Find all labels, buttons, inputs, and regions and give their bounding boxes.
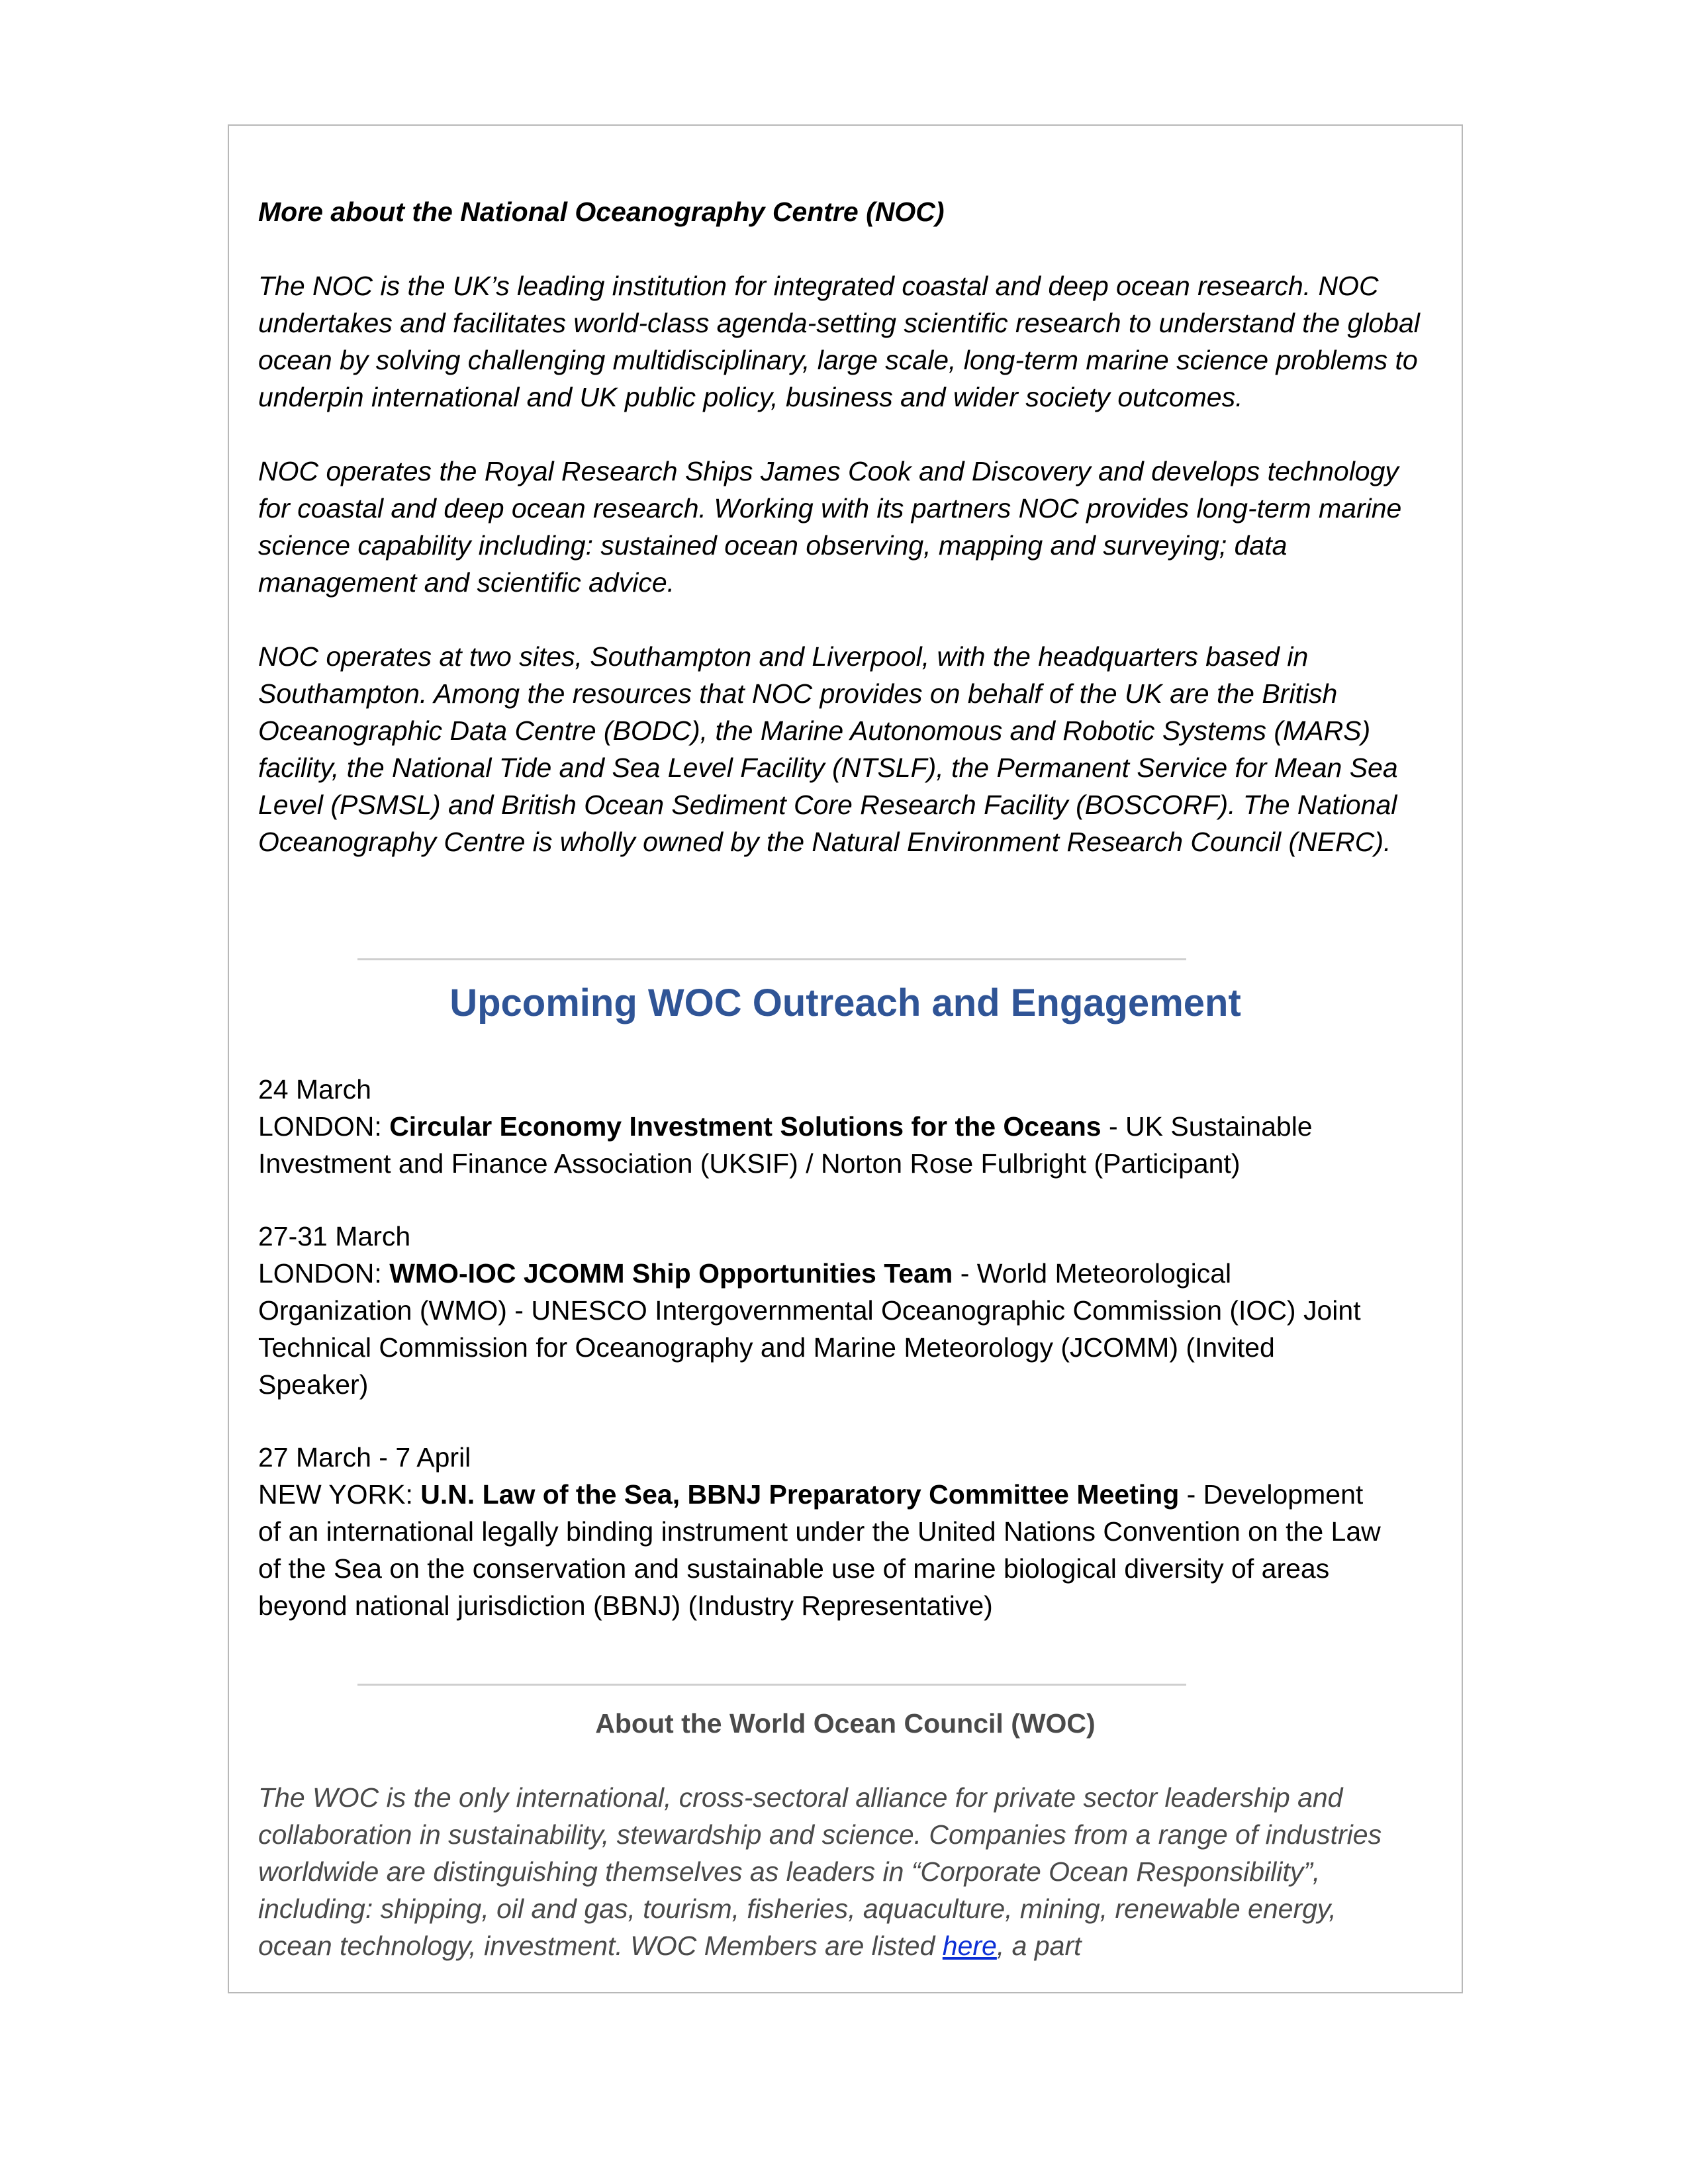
event-name: WMO-IOC JCOMM Ship Opportunities Team	[389, 1258, 953, 1289]
woc-members-link[interactable]: here	[942, 1931, 997, 1961]
event-details: - Development of an international legally binding instrument under the United Nations Convention on the Law of the Sea on the conservation and sustainable use of marine biological diversity of areas beyond national jurisdiction (BBNJ) (Industry Representative)	[258, 1479, 1381, 1621]
outreach-section-title: Upcoming WOC Outreach and Engagement	[449, 981, 1241, 1024]
about-woc-text: The WOC is the only international, cross-sectoral alliance for private sector leadership and collaboration in sustainability, stewardship and science. Companies from a range of industries worldwide are distinguishing themselves as leaders in “Corporate Ocean Responsibility”, including: shipping, oil and gas, tourism, fisheries, aquaculture, mining, renewable energy, ocean technology, investment. WOC Members are listed	[258, 1782, 1382, 1961]
event-details: - World Meteorological Organization (WMO) - UNESCO Intergovernmental Oceanographic Commission (IOC) Joint Technical Commission for Oceanography and Marine Meteorology (JCOMM) (Invited Speaker)	[258, 1258, 1361, 1400]
event-city: NEW YORK:	[258, 1479, 421, 1510]
event-city: LONDON:	[258, 1258, 390, 1289]
event-item	[258, 1439, 1383, 1624]
event-name: Circular Economy Investment Solutions for the Oceans	[389, 1111, 1102, 1142]
event-item	[258, 1218, 1383, 1403]
section-divider	[357, 958, 1186, 960]
about-woc-paragraph	[258, 1779, 1383, 1964]
event-date: 27 March - 7 April	[258, 1442, 471, 1473]
section-divider	[357, 1684, 1186, 1686]
event-name: U.N. Law of the Sea, BBNJ Preparatory Committee Meeting	[420, 1479, 1180, 1510]
noc-paragraph-operations: NOC operates the Royal Research Ships James Cook and Discovery and develops technology for coastal and deep ocean research. Working with its partners NOC provides long-term marine science capability including: sustained ocean observing, mapping and surveying; data management and scientific advice.	[258, 456, 1402, 598]
noc-paragraph-intro: The NOC is the UK’s leading institution for integrated coastal and deep ocean research. NOC undertakes and facilitates world-class agenda-setting scientific research to understand the global ocean by solving challenging multidisciplinary, large scale, long-term marine science problems to underpin international and UK public policy, business and wider society outcomes.	[258, 271, 1420, 412]
about-woc-text-continued: , a part	[996, 1931, 1082, 1961]
event-date: 24 March	[258, 1074, 371, 1105]
event-details: - UK Sustainable Investment and Finance Association (UKSIF) / Norton Rose Fulbright (Participant)	[258, 1111, 1313, 1179]
about-woc-heading: About the World Ocean Council (WOC)	[595, 1708, 1096, 1739]
noc-paragraph-sites: NOC operates at two sites, Southampton and Liverpool, with the headquarters based in Southampton. Among the resources that NOC provides on behalf of the UK are the British Oceanographic Data Centre (BODC), the Marine Autonomous and Robotic Systems (MARS) facility, the National Tide and Sea Level Facility (NTSLF), the Permanent Service for Mean Sea Level (PSMSL) and British Ocean Sediment Core Research Facility (BOSCORF). The National Oceanography Centre is wholly owned by the Natural Environment Research Council (NERC).	[258, 641, 1398, 857]
event-city: LONDON:	[258, 1111, 390, 1142]
noc-section-heading: More about the National Oceanography Centre (NOC)	[258, 197, 945, 227]
event-date: 27-31 March	[258, 1221, 411, 1251]
event-item	[258, 1071, 1383, 1182]
